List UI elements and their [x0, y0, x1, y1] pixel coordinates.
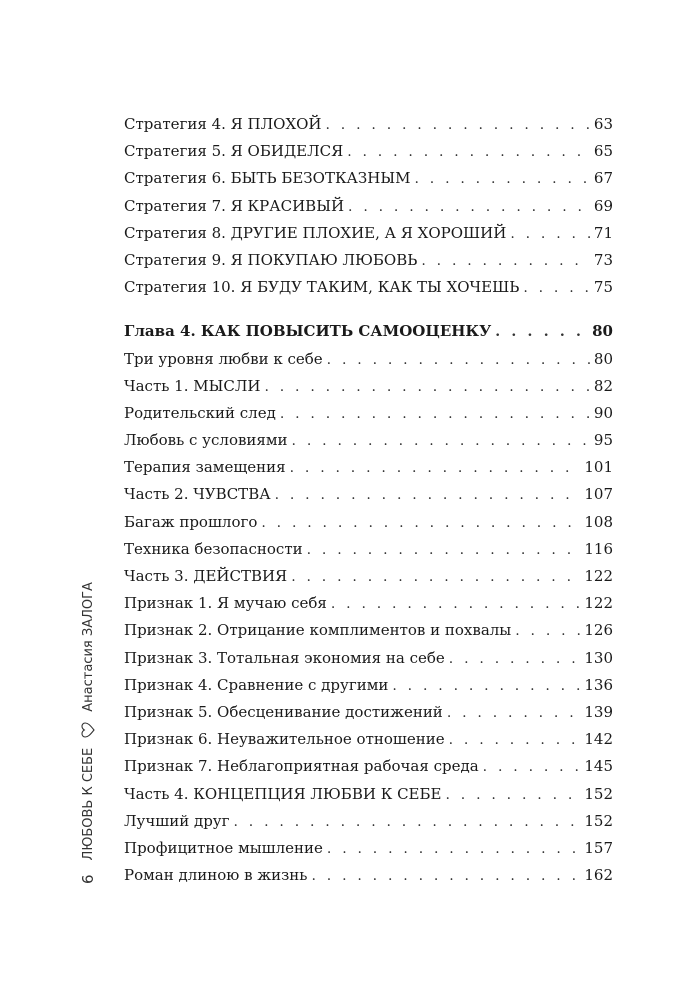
- book-title: ЛЮБОВЬ К СЕБЕ: [80, 747, 96, 861]
- toc-entry: Стратегия 5. Я ОБИДЕЛСЯ . . . 65: [124, 138, 613, 165]
- toc-entry: Техника безопасности . . . 116: [124, 536, 613, 563]
- toc-entry: Признак 6. Неуважительное отношение . . . 142: [124, 726, 613, 753]
- toc-entry: Роман длиною в жизнь . . . 162: [124, 862, 613, 889]
- toc-chapter-heading: Глава 4. КАК ПОВЫСИТЬ САМООЦЕНКУ . . . 80: [124, 318, 613, 345]
- toc-entry: Часть 2. ЧУВСТВА . . . 107: [124, 481, 613, 508]
- table-of-contents: [124, 111, 613, 889]
- toc-entry: Стратегия 9. Я ПОКУПАЮ ЛЮБОВЬ . . . 73: [124, 247, 613, 274]
- toc-entry: Признак 3. Тотальная экономия на себе . . . 130: [124, 645, 613, 672]
- heart-icon: [81, 722, 95, 738]
- toc-entry: Стратегия 7. Я КРАСИВЫЙ . . . 69: [124, 193, 613, 220]
- toc-entry: Признак 2. Отрицание комплиментов и похвалы . . . 126: [124, 617, 613, 644]
- toc-entry: Часть 4. КОНЦЕПЦИЯ ЛЮБВИ К СЕБЕ . . . 152: [124, 781, 613, 808]
- toc-entry: Любовь с условиями . . . 95: [124, 427, 613, 454]
- toc-entry: Признак 5. Обесценивание достижений . . . 139: [124, 699, 613, 726]
- toc-section-strategies: [124, 111, 613, 301]
- toc-entry: Лучший друг . . . 152: [124, 808, 613, 835]
- toc-entry: Часть 3. ДЕЙСТВИЯ . . . 122: [124, 563, 613, 590]
- toc-entry: Терапия замещения . . . 101: [124, 454, 613, 481]
- toc-entry: Стратегия 6. БЫТЬ БЕЗОТКАЗНЫМ . . . 67: [124, 165, 613, 192]
- toc-entry: Стратегия 8. ДРУГИЕ ПЛОХИЕ, А Я ХОРОШИЙ . . . 71: [124, 220, 613, 247]
- toc-entry: Признак 4. Сравнение с другими . . . 136: [124, 672, 613, 699]
- toc-entry: Стратегия 10. Я БУДУ ТАКИМ, КАК ТЫ ХОЧЕШЬ . . . 75: [124, 274, 613, 301]
- toc-entry: Часть 1. МЫСЛИ . . . 82: [124, 373, 613, 400]
- toc-entry: Стратегия 4. Я ПЛОХОЙ . . . 63: [124, 111, 613, 138]
- toc-section-chapter-4: [124, 346, 613, 890]
- toc-entry: Признак 7. Неблагоприятная рабочая среда . . . 145: [124, 753, 613, 780]
- author-name: Анастасия ЗАЛОГА: [80, 582, 96, 712]
- page-number: 6: [79, 874, 97, 884]
- toc-entry: Багаж прошлого . . . 108: [124, 509, 613, 536]
- toc-entry: Три уровня любви к себе . . . 80: [124, 346, 613, 373]
- running-footer: [79, 582, 97, 884]
- toc-entry: Родительский след . . . 90: [124, 400, 613, 427]
- toc-entry: Признак 1. Я мучаю себя . . . 122: [124, 590, 613, 617]
- toc-entry: Профицитное мышление . . . 157: [124, 835, 613, 862]
